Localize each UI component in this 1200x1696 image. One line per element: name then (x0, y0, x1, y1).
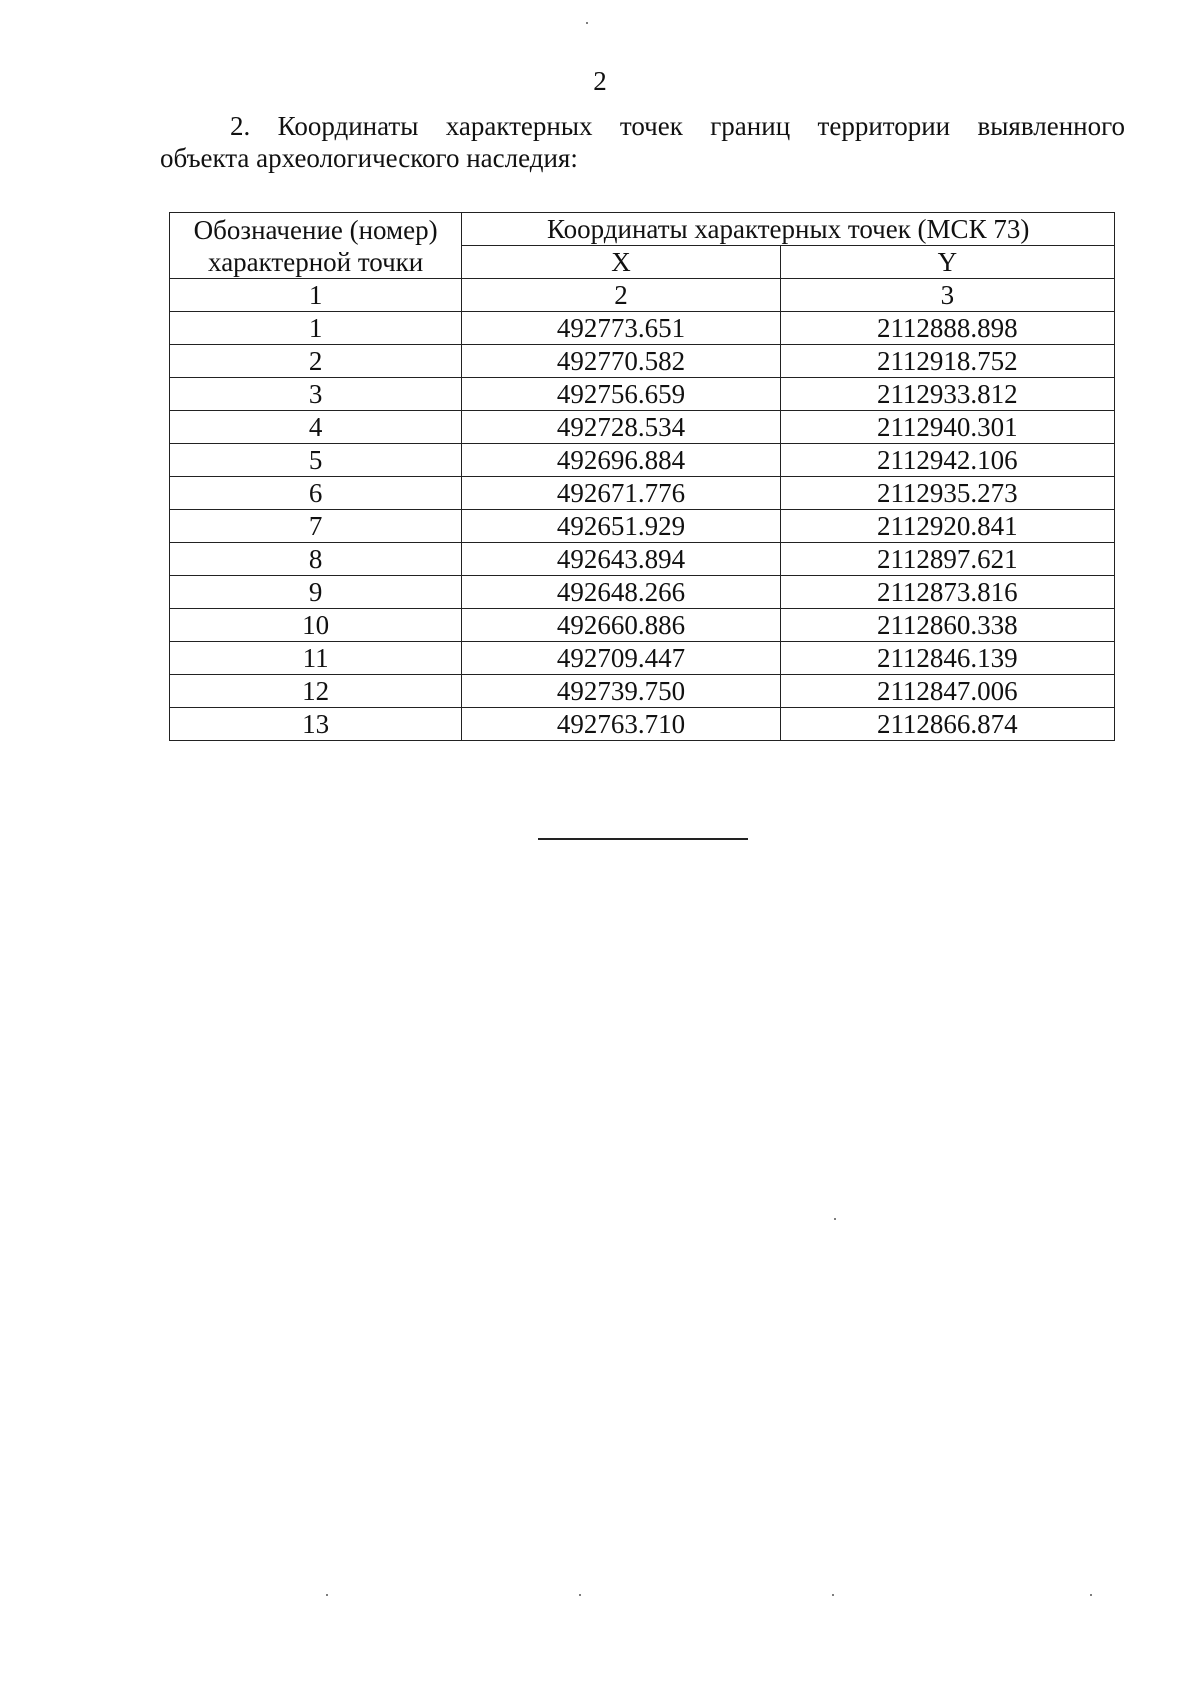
table-row (170, 510, 1115, 543)
point-number: 5 (170, 444, 462, 477)
y-coordinate: 2112847.006 (780, 675, 1114, 708)
table-body (170, 312, 1115, 741)
table-row (170, 609, 1115, 642)
point-number: 10 (170, 609, 462, 642)
point-number: 7 (170, 510, 462, 543)
header-coordinates: Координаты характерных точек (МСК 73) (462, 213, 1115, 246)
table-column-numbers-row (170, 279, 1115, 312)
y-coordinate: 2112918.752 (780, 345, 1114, 378)
table-header-row (170, 213, 1115, 246)
x-coordinate: 492660.886 (462, 609, 780, 642)
y-coordinate: 2112933.812 (780, 378, 1114, 411)
y-coordinate: 2112873.816 (780, 576, 1114, 609)
scan-speck (586, 22, 588, 24)
x-coordinate: 492763.710 (462, 708, 780, 741)
x-coordinate: 492773.651 (462, 312, 780, 345)
y-coordinate: 2112846.139 (780, 642, 1114, 675)
x-coordinate: 492696.884 (462, 444, 780, 477)
y-coordinate: 2112920.841 (780, 510, 1114, 543)
point-number: 3 (170, 378, 462, 411)
y-coordinate: 2112935.273 (780, 477, 1114, 510)
y-coordinate: 2112888.898 (780, 312, 1114, 345)
y-coordinate: 2112860.338 (780, 609, 1114, 642)
x-coordinate: 492709.447 (462, 642, 780, 675)
table-row (170, 411, 1115, 444)
paragraph-line-2: объекта археологического наследия: (160, 143, 578, 173)
table-row (170, 543, 1115, 576)
x-coordinate: 492648.266 (462, 576, 780, 609)
scan-speck (579, 1594, 581, 1596)
y-coordinate: 2112866.874 (780, 708, 1114, 741)
column-number: 2 (462, 279, 780, 312)
point-number: 12 (170, 675, 462, 708)
x-coordinate: 492643.894 (462, 543, 780, 576)
point-number: 13 (170, 708, 462, 741)
column-number: 1 (170, 279, 462, 312)
y-coordinate: 2112942.106 (780, 444, 1114, 477)
y-coordinate: 2112897.621 (780, 543, 1114, 576)
table-row (170, 345, 1115, 378)
table-row (170, 477, 1115, 510)
table-row (170, 675, 1115, 708)
point-number: 1 (170, 312, 462, 345)
scan-speck (326, 1594, 328, 1596)
header-y: Y (780, 246, 1114, 279)
x-coordinate: 492651.929 (462, 510, 780, 543)
point-number: 9 (170, 576, 462, 609)
x-coordinate: 492728.534 (462, 411, 780, 444)
table-row (170, 444, 1115, 477)
header-point-designation: Обозначение (номер) характерной точки (170, 213, 462, 279)
point-number: 4 (170, 411, 462, 444)
scan-speck (834, 1218, 836, 1220)
x-coordinate: 492671.776 (462, 477, 780, 510)
table-row (170, 708, 1115, 741)
column-number: 3 (780, 279, 1114, 312)
table-header (170, 213, 1115, 312)
point-number: 6 (170, 477, 462, 510)
scan-speck (832, 1594, 834, 1596)
closing-rule (538, 838, 748, 840)
coordinates-table (169, 212, 1115, 741)
table-row (170, 576, 1115, 609)
point-number: 11 (170, 642, 462, 675)
page-number: 2 (593, 66, 607, 96)
scan-speck (1090, 1594, 1092, 1596)
table-row (170, 312, 1115, 345)
y-coordinate: 2112940.301 (780, 411, 1114, 444)
point-number: 2 (170, 345, 462, 378)
paragraph-line-1: 2. Координаты характерных точек границ территории выявленного (230, 111, 1125, 141)
x-coordinate: 492739.750 (462, 675, 780, 708)
table-row (170, 378, 1115, 411)
section-paragraph (160, 110, 1125, 174)
table-row (170, 642, 1115, 675)
header-x: X (462, 246, 780, 279)
point-number: 8 (170, 543, 462, 576)
x-coordinate: 492770.582 (462, 345, 780, 378)
x-coordinate: 492756.659 (462, 378, 780, 411)
